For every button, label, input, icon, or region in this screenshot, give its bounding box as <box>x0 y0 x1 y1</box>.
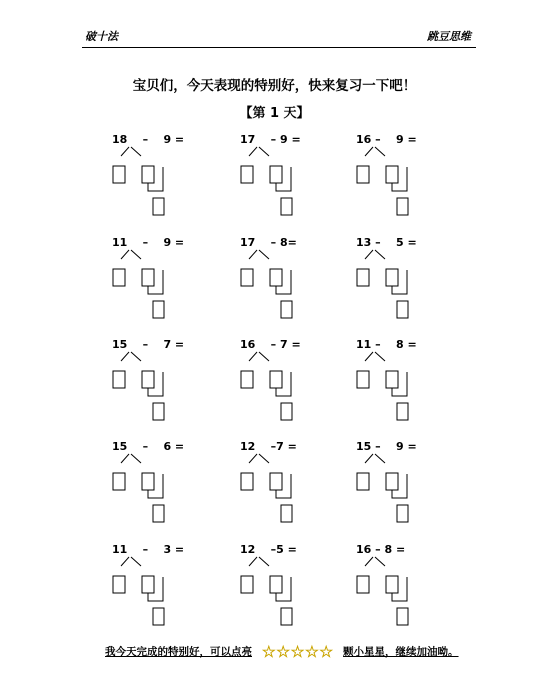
page-title: 宝贝们，今天表现的特别好，快来复习一下吧！ <box>132 78 417 94</box>
answer-box-left[interactable] <box>241 269 253 286</box>
decomposition-tree <box>112 146 192 226</box>
equation-text: 16 – 8 = <box>356 543 406 556</box>
branch-line-left <box>121 454 129 463</box>
branch-line-left <box>365 557 373 566</box>
decomposition-tree <box>240 453 320 533</box>
problem-9 <box>356 338 456 433</box>
answer-box-result[interactable] <box>153 198 164 215</box>
branch-line-left <box>121 557 129 566</box>
equation-text: 17 – 8= <box>240 236 297 249</box>
answer-box-right[interactable] <box>270 269 282 286</box>
branch-line-left <box>365 147 373 156</box>
answer-box-right[interactable] <box>142 269 154 286</box>
problem-12 <box>356 440 456 535</box>
answer-box-left[interactable] <box>357 576 369 593</box>
branch-line-right <box>259 454 269 463</box>
star-icon[interactable]: ☆ <box>261 642 276 661</box>
star-icon[interactable]: ☆ <box>304 642 320 661</box>
answer-box-result[interactable] <box>397 301 408 318</box>
footer-text-after: 颗小星星，继续加油呦。 <box>343 646 459 658</box>
problem-8 <box>240 338 340 433</box>
branch-line-right <box>131 352 141 361</box>
header-left: 破十法 <box>85 30 118 43</box>
equation-text: 13 – 5 = <box>356 236 417 249</box>
answer-box-right[interactable] <box>142 166 154 183</box>
equation-text: 15 – 7 = <box>112 338 185 351</box>
branch-line-right <box>375 147 385 156</box>
problem-2 <box>240 133 340 228</box>
equation-text: 17 – 9 = <box>240 133 301 146</box>
problem-13 <box>112 543 212 638</box>
star-icon[interactable]: ☆ <box>290 642 305 661</box>
branch-line-right <box>131 147 141 156</box>
decomposition-tree <box>240 146 320 226</box>
answer-box-result[interactable] <box>281 608 292 625</box>
decomposition-tree <box>356 453 436 533</box>
branch-line-right <box>259 147 269 156</box>
decomposition-tree <box>112 249 192 329</box>
answer-box-left[interactable] <box>357 269 369 286</box>
star-rating[interactable] <box>262 642 334 661</box>
answer-box-result[interactable] <box>397 505 408 522</box>
branch-line-left <box>249 557 257 566</box>
decomposition-tree <box>356 351 436 431</box>
branch-line-left <box>249 147 257 156</box>
answer-box-left[interactable] <box>241 166 253 183</box>
answer-box-right[interactable] <box>270 576 282 593</box>
decomposition-tree <box>112 351 192 431</box>
answer-box-right[interactable] <box>142 473 154 490</box>
problem-14 <box>240 543 340 638</box>
decomposition-tree <box>356 146 436 226</box>
answer-box-result[interactable] <box>153 608 164 625</box>
answer-box-left[interactable] <box>241 371 253 388</box>
problem-10 <box>112 440 212 535</box>
decomposition-tree <box>240 556 320 636</box>
equation-text: 16 – 9 = <box>356 133 417 146</box>
answer-box-right[interactable] <box>142 576 154 593</box>
answer-box-left[interactable] <box>113 473 125 490</box>
problem-15 <box>356 543 456 638</box>
answer-box-result[interactable] <box>153 301 164 318</box>
footer <box>105 642 459 661</box>
answer-box-result[interactable] <box>281 198 292 215</box>
branch-line-left <box>121 352 129 361</box>
branch-line-left <box>249 352 257 361</box>
branch-line-right <box>259 557 269 566</box>
branch-line-right <box>375 454 385 463</box>
decomposition-tree <box>356 249 436 329</box>
equation-text: 15 – 9 = <box>356 440 417 453</box>
problem-7 <box>112 338 212 433</box>
star-icon[interactable]: ☆ <box>276 642 291 661</box>
branch-line-right <box>131 454 141 463</box>
branch-line-right <box>375 557 385 566</box>
equation-text: 12 –7 = <box>240 440 297 453</box>
star-icon[interactable]: ☆ <box>319 642 334 661</box>
answer-box-right[interactable] <box>386 371 398 388</box>
answer-box-right[interactable] <box>270 473 282 490</box>
answer-box-left[interactable] <box>357 473 369 490</box>
answer-box-left[interactable] <box>241 576 253 593</box>
problem-3 <box>356 133 456 228</box>
equation-text: 11 – 3 = <box>112 543 185 556</box>
problem-1 <box>112 133 212 228</box>
problem-11 <box>240 440 340 535</box>
branch-line-right <box>375 250 385 259</box>
decomposition-tree <box>240 249 320 329</box>
answer-box-result[interactable] <box>397 198 408 215</box>
answer-box-left[interactable] <box>113 371 125 388</box>
answer-box-left[interactable] <box>357 371 369 388</box>
answer-box-result[interactable] <box>281 505 292 522</box>
answer-box-result[interactable] <box>153 505 164 522</box>
branch-line-right <box>259 250 269 259</box>
header-divider <box>82 47 476 48</box>
equation-text: 12 –5 = <box>240 543 297 556</box>
answer-box-right[interactable] <box>386 269 398 286</box>
branch-line-left <box>121 250 129 259</box>
branch-line-right <box>375 352 385 361</box>
answer-box-right[interactable] <box>270 166 282 183</box>
branch-line-right <box>131 557 141 566</box>
answer-box-result[interactable] <box>397 403 408 420</box>
answer-box-result[interactable] <box>281 403 292 420</box>
answer-box-right[interactable] <box>386 576 398 593</box>
answer-box-result[interactable] <box>281 301 292 318</box>
answer-box-right[interactable] <box>386 166 398 183</box>
header-right: 跳豆思维 <box>427 30 471 43</box>
answer-box-left[interactable] <box>241 473 253 490</box>
equation-text: 15 – 6 = <box>112 440 185 453</box>
decomposition-tree <box>112 453 192 533</box>
branch-line-right <box>259 352 269 361</box>
branch-line-left <box>365 250 373 259</box>
answer-box-result[interactable] <box>153 403 164 420</box>
decomposition-tree <box>112 556 192 636</box>
answer-box-left[interactable] <box>357 166 369 183</box>
answer-box-left[interactable] <box>113 576 125 593</box>
problem-4 <box>112 236 212 331</box>
answer-box-right[interactable] <box>386 473 398 490</box>
footer-text-before: 我今天完成的特别好，可以点亮 <box>105 646 252 658</box>
branch-line-left <box>365 454 373 463</box>
equation-text: 11 – 9 = <box>112 236 185 249</box>
branch-line-right <box>131 250 141 259</box>
decomposition-tree <box>356 556 436 636</box>
answer-box-right[interactable] <box>270 371 282 388</box>
equation-text: 16 – 7 = <box>240 338 301 351</box>
branch-line-left <box>249 454 257 463</box>
problem-6 <box>356 236 456 331</box>
answer-box-right[interactable] <box>142 371 154 388</box>
answer-box-left[interactable] <box>113 269 125 286</box>
decomposition-tree <box>240 351 320 431</box>
day-label: 【第 1 天】 <box>239 106 310 121</box>
branch-line-left <box>365 352 373 361</box>
problem-5 <box>240 236 340 331</box>
equation-text: 11 – 8 = <box>356 338 417 351</box>
branch-line-left <box>121 147 129 156</box>
equation-text: 18 – 9 = <box>112 133 185 146</box>
answer-box-left[interactable] <box>113 166 125 183</box>
answer-box-result[interactable] <box>397 608 408 625</box>
branch-line-left <box>249 250 257 259</box>
